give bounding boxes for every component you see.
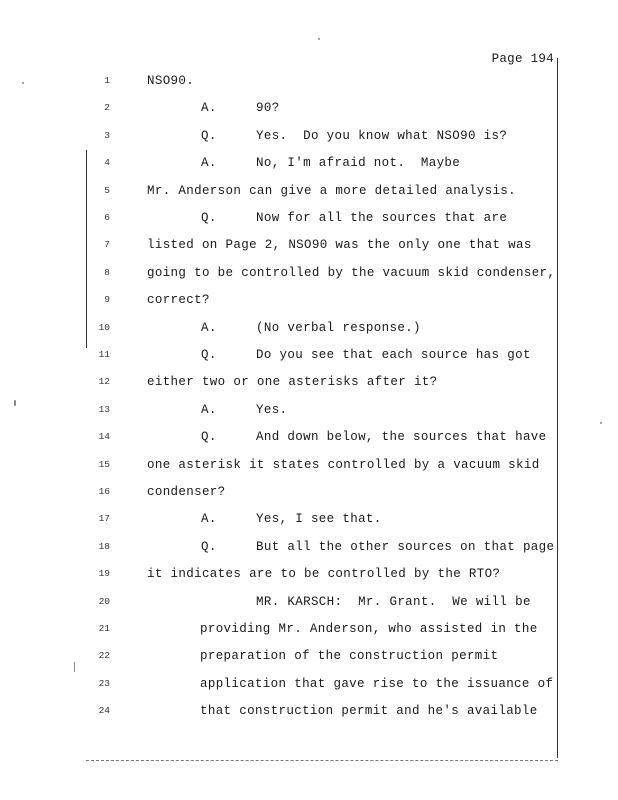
line-number: 2 <box>104 102 110 114</box>
speaker-label: Q. <box>201 430 217 445</box>
transcript-line <box>0 318 618 338</box>
transcript-line <box>0 701 618 721</box>
line-number: 6 <box>104 212 110 223</box>
transcript-line <box>0 509 618 529</box>
line-number: 12 <box>98 376 110 388</box>
testimony-text: Yes. <box>256 402 288 417</box>
transcript-line <box>0 482 618 502</box>
speaker-label: A. <box>201 156 217 171</box>
line-number: 17 <box>98 513 110 525</box>
speaker-label: Q. <box>201 539 217 554</box>
transcript-line <box>0 153 618 173</box>
colloquy-text: application that gave rise to the issuance of <box>200 676 554 691</box>
page-number: Page 194 <box>491 52 554 66</box>
line-number: 13 <box>98 403 110 415</box>
testimony-text: one asterisk it states controlled by a vacuum skid <box>147 457 540 472</box>
line-number: 8 <box>104 266 110 278</box>
speaker-label: A. <box>201 101 217 116</box>
bottom-rule <box>86 760 558 761</box>
speaker-label: A. <box>201 512 217 527</box>
line-number: 15 <box>98 458 110 470</box>
transcript-line <box>0 98 618 118</box>
transcript-line <box>0 619 618 639</box>
transcript-line <box>0 564 618 584</box>
colloquy-text: that construction permit and he's available <box>200 704 538 719</box>
transcript-line <box>0 208 618 228</box>
transcript-line <box>0 71 618 91</box>
testimony-text: either two or one asterisks after it? <box>147 375 438 390</box>
line-number: 24 <box>98 705 110 717</box>
line-number: 18 <box>98 540 110 552</box>
transcript-line <box>0 263 618 283</box>
testimony-text: Mr. Anderson can give a more detailed analysis. <box>147 183 517 198</box>
line-number: 10 <box>98 321 110 333</box>
line-number: 9 <box>104 294 110 306</box>
testimony-text: Yes. Do you know what NSO90 is? <box>256 128 508 143</box>
line-number: 16 <box>98 486 110 497</box>
scan-speck <box>74 662 75 672</box>
scan-speck <box>14 400 16 406</box>
testimony-text: Do you see that each source has got <box>256 348 531 362</box>
transcript-line <box>0 592 618 612</box>
testimony-text: Yes, I see that. <box>256 512 382 527</box>
testimony-text: going to be controlled by the vacuum skid condenser, <box>147 265 556 280</box>
scan-speck <box>600 422 602 424</box>
line-number: 22 <box>98 650 110 662</box>
line-number: 7 <box>104 239 110 251</box>
line-number: 3 <box>104 129 110 141</box>
transcript-line <box>0 235 618 255</box>
transcript-line <box>0 537 618 557</box>
line-number: 21 <box>98 623 110 634</box>
testimony-text: condenser? <box>147 485 226 499</box>
testimony-text: No, I'm afraid not. Maybe <box>256 156 461 171</box>
scan-speck <box>22 82 24 84</box>
transcript-line <box>0 372 618 392</box>
line-number: 20 <box>98 595 110 607</box>
transcript-line <box>0 674 618 694</box>
speaker-label: Q. <box>201 348 217 362</box>
line-number: 14 <box>98 431 110 443</box>
testimony-text: correct? <box>147 293 210 308</box>
transcript-line <box>0 345 618 365</box>
scan-speck <box>318 38 320 40</box>
line-number: 19 <box>98 568 110 580</box>
testimony-text: (No verbal response.) <box>256 320 421 335</box>
line-number: 11 <box>98 349 110 360</box>
line-number: 4 <box>104 157 110 169</box>
speaker-label: A. <box>201 402 217 417</box>
speaker-label: A. <box>201 320 217 335</box>
testimony-text: NSO90. <box>147 74 195 88</box>
speaker-label: Q. <box>201 211 217 225</box>
speaker-label: Q. <box>201 128 217 143</box>
colloquy-text: MR. KARSCH: Mr. Grant. We will be <box>256 594 531 609</box>
line-number: 5 <box>104 184 110 196</box>
testimony-text: But all the other sources on that page <box>256 539 555 554</box>
transcript-line <box>0 427 618 447</box>
colloquy-text: providing Mr. Anderson, who assisted in the <box>200 622 538 636</box>
testimony-text: it indicates are to be controlled by the RTO? <box>147 567 501 582</box>
testimony-text: 90? <box>256 101 280 116</box>
line-number: 1 <box>104 75 110 86</box>
transcript-line <box>0 126 618 146</box>
transcript-line <box>0 181 618 201</box>
transcript-line <box>0 290 618 310</box>
testimony-text: And down below, the sources that have <box>256 430 547 445</box>
transcript-line <box>0 400 618 420</box>
transcript-line <box>0 646 618 666</box>
testimony-text: Now for all the sources that are <box>256 211 508 225</box>
colloquy-text: preparation of the construction permit <box>200 649 499 664</box>
transcript-line <box>0 455 618 475</box>
line-number: 23 <box>98 677 110 689</box>
testimony-text: listed on Page 2, NSO90 was the only one that was <box>147 238 532 253</box>
